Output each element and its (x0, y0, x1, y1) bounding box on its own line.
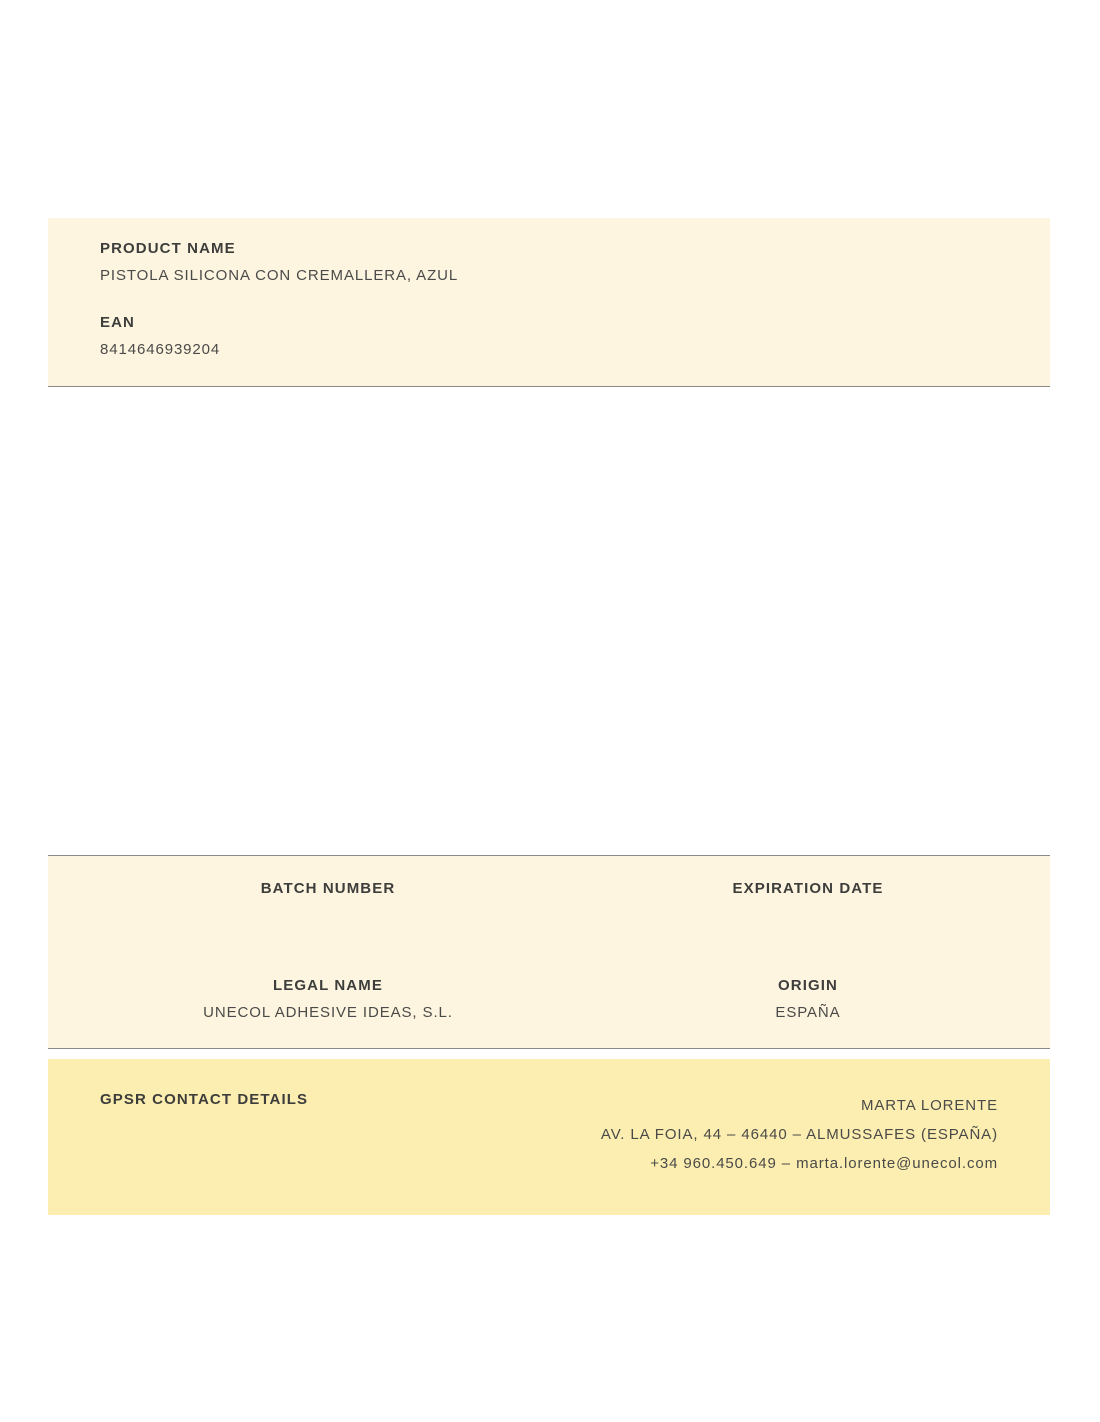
origin-value: ESPAÑA (775, 1004, 841, 1021)
legal-name-label: LEGAL NAME (273, 977, 383, 994)
legal-name-value: UNECOL ADHESIVE IDEAS, S.L. (203, 1004, 453, 1021)
ean-value: 8414646939204 (100, 341, 221, 358)
batch-number-cell (48, 880, 608, 925)
batch-expiration-row (48, 880, 1050, 925)
legal-name-cell (48, 977, 608, 1022)
gpsr-contact-label: GPSR CONTACT DETAILS (100, 1091, 309, 1108)
batch-number-value (48, 907, 608, 925)
gpsr-contact-details (601, 1091, 998, 1178)
expiration-date-label: EXPIRATION DATE (732, 880, 884, 897)
product-info-panel (48, 218, 1050, 387)
ean-label: EAN (100, 314, 135, 331)
manufacturing-info-panel (48, 855, 1050, 1049)
product-name-label: PRODUCT NAME (100, 240, 236, 257)
gpsr-contact-address: AV. LA FOIA, 44 – 46440 – ALMUSSAFES (ESPAÑA) (600, 1126, 998, 1143)
origin-cell (608, 977, 1008, 1022)
product-name-field (48, 240, 1050, 284)
gpsr-contact-phone-email: +34 960.450.649 – marta.lorente@unecol.com (650, 1155, 998, 1172)
expiration-date-cell (608, 880, 1008, 925)
expiration-date-value (608, 907, 1008, 925)
gpsr-contact-name: MARTA LORENTE (860, 1097, 998, 1114)
ean-field (48, 314, 1050, 358)
product-name-value: PISTOLA SILICONA CON CREMALLERA, AZUL (100, 267, 459, 284)
batch-number-label: BATCH NUMBER (260, 880, 396, 897)
origin-label: ORIGIN (778, 977, 838, 994)
gpsr-contact-panel (48, 1059, 1050, 1215)
legal-origin-row (48, 977, 1050, 1022)
